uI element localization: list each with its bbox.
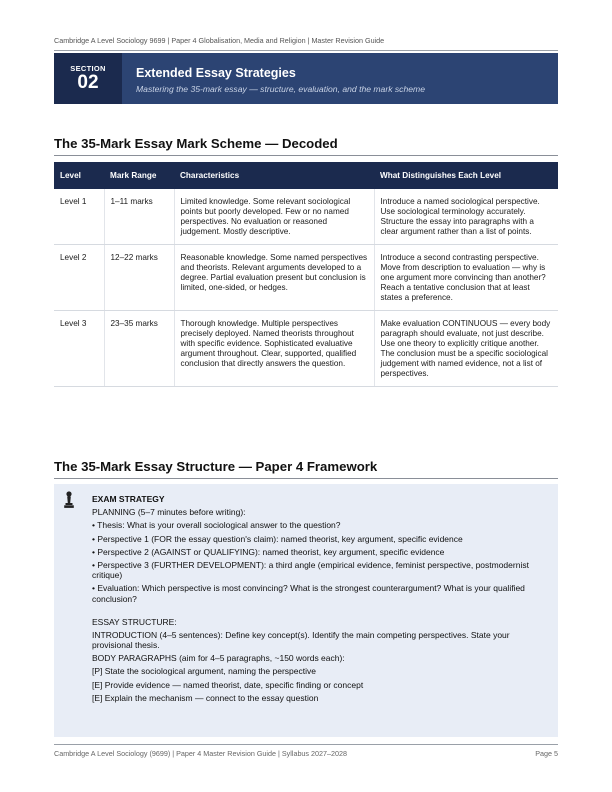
column-header-level: Level [54, 162, 104, 189]
planning-bullet: • Perspective 3 (FURTHER DEVELOPMENT): a third angle (empirical evidence, feminist perspective, postmodernist critique) [92, 559, 529, 581]
exam-strategy-title: EXAM STRATEGY [92, 494, 165, 504]
mark-scheme-heading: The 35-Mark Essay Mark Scheme — Decoded [54, 136, 558, 156]
exam-strategy-box [54, 484, 558, 737]
section-label: SECTION [70, 63, 106, 73]
section-title: Extended Essay Strategies [136, 66, 296, 80]
planning-line: PLANNING (5–7 minutes before writing): [92, 507, 246, 518]
planning-bullet: • Thesis: What is your overall sociological answer to the question? [92, 520, 341, 531]
table-row [54, 311, 558, 387]
table-row [54, 245, 558, 311]
pee-line: [E] Provide evidence — named theorist, date, specific finding or concept [92, 679, 364, 690]
page-number: Page 5 [535, 749, 558, 758]
essay-structure-label: ESSAY STRUCTURE: [92, 616, 177, 627]
running-header: Cambridge A Level Sociology 9699 | Paper 4 Globalisation, Media and Religion | Master Revision Guide [54, 36, 558, 51]
distinguishes-cell: Introduce a named sociological perspective. Use sociological terminology accurately. Structure the essay into paragraphs with a clear argument rather than a list of points. [374, 189, 558, 245]
table-row [54, 189, 558, 245]
table-header-row [54, 162, 558, 189]
section-subtitle: Mastering the 35-mark essay — structure, evaluation, and the mark scheme [136, 84, 425, 94]
planning-bullet: • Perspective 2 (AGAINST or QUALIFYING): named theorist, key argument, specific evidence [92, 546, 445, 557]
characteristics-cell: Thorough knowledge. Multiple perspectives precisely deployed. Named theorists throughout with specific evidence. Sophisticated evaluative argument throughout. Clear, supported, qualified conclusion that directly answers the question. [174, 311, 374, 387]
mark-range-cell: 12–22 marks [104, 245, 174, 311]
distinguishes-cell: Make evaluation CONTINUOUS — every body paragraph should evaluate, not just describe. Use one theory to explicitly critique another. The conclusion must be a specific sociological judgement with named evidence, not a list of perspectives. [374, 311, 558, 387]
mark-range-cell: 1–11 marks [104, 189, 174, 245]
section-number: 02 [77, 71, 99, 93]
level-cell: Level 2 [54, 245, 104, 311]
essay-structure-heading: The 35-Mark Essay Structure — Paper 4 Framework [54, 459, 558, 479]
chess-pawn-icon [63, 491, 75, 509]
characteristics-cell: Reasonable knowledge. Some named perspectives and theorists. Relevant arguments developed to a degree. Partial evaluation present but conclusion is limited, one-sided, or hedges. [174, 245, 374, 311]
pee-line: [P] State the sociological argument, naming the perspective [92, 666, 316, 677]
column-header-mark-range: Mark Range [104, 162, 174, 189]
section-title-box [122, 53, 558, 104]
level-cell: Level 3 [54, 311, 104, 387]
planning-bullet: • Evaluation: Which perspective is most convincing? What is the strongest counterargument? What is your qualified conclusion? [92, 583, 525, 604]
footer-text: Cambridge A Level Sociology (9699) | Paper 4 Master Revision Guide | Syllabus 2027–2028 [54, 749, 348, 758]
page-footer [54, 744, 558, 758]
column-header-distinguishes: What Distinguishes Each Level [374, 162, 558, 189]
body-paragraphs-line: BODY PARAGRAPHS (aim for 4–5 paragraphs, ~150 words each): [92, 653, 345, 664]
distinguishes-cell: Introduce a second contrasting perspective. Move from description to evaluation — why is one argument more convincing than another? Reach a tentative conclusion that at least states a preference. [374, 245, 558, 311]
column-header-characteristics: Characteristics [174, 162, 374, 189]
section-banner [54, 53, 558, 104]
exam-strategy-content [92, 494, 548, 703]
section-number-box [54, 53, 122, 104]
level-cell: Level 1 [54, 189, 104, 245]
characteristics-cell: Limited knowledge. Some relevant sociological points but poorly developed. Few or no named perspectives. No evaluation or reasoned judgement. Mostly descriptive. [174, 189, 374, 245]
introduction-line: INTRODUCTION (4–5 sentences): Define key concept(s). Identify the main competing perspectives. State your provisional thesis. [92, 629, 510, 651]
mark-range-cell: 23–35 marks [104, 311, 174, 387]
pee-line: [E] Explain the mechanism — connect to the essay question [92, 692, 319, 703]
mark-scheme-table [54, 162, 558, 387]
planning-bullet: • Perspective 1 (FOR the essay question's claim): named theorist, key argument, specific evidence [92, 533, 463, 544]
